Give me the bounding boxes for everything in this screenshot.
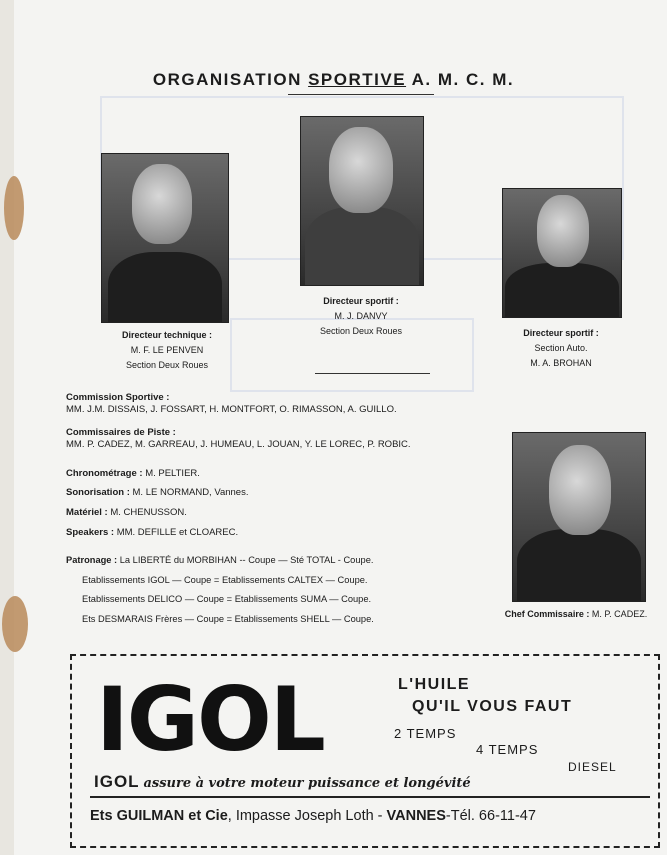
role-label: Chef Commissaire : [504, 609, 590, 619]
speakers: Speakers : MM. DEFILLE et CLOAREC. [66, 527, 239, 538]
person-name: M. F. LE PENVEN [130, 345, 204, 355]
caption-cadez [490, 607, 662, 622]
separator-rule [315, 373, 430, 374]
person-name: M. J. DANVY [334, 311, 388, 321]
caption-brohan [490, 326, 632, 371]
role-label: Directeur sportif : [523, 328, 599, 338]
rust-stain-top [4, 176, 24, 240]
caption-le-penven [96, 328, 238, 373]
igol-advertisement [70, 654, 660, 848]
commissaires-de-piste: Commissaires de Piste : MM. P. CADEZ, M. GARREAU, J. HUMEAU, L. JOUAN, Y. LE LOREC, P. ROBIC. [66, 427, 411, 450]
chronometrage: Chronométrage : M. PELTIER. [66, 468, 200, 479]
photo-cadez [512, 432, 646, 602]
binding-edge [0, 0, 14, 855]
photo-brohan [502, 188, 622, 318]
section-label: Section Auto. [534, 343, 588, 353]
ad-tagline: IGOL assure à votre moteur puissance et longévité [94, 772, 471, 791]
section-label: Section Deux Roues [125, 360, 209, 370]
ad-address: Ets GUILMAN et Cie, Impasse Joseph Loth - VANNES-Tél. 66-11-47 [90, 808, 536, 824]
caption-danvy [290, 294, 432, 339]
igol-logo: IGOL [96, 668, 324, 771]
ad-slogan: QU'IL VOUS FAUT [412, 698, 573, 715]
ad-rule [90, 796, 650, 798]
commission-sportive: Commission Sportive : MM. J.M. DISSAIS, J. FOSSART, H. MONTFORT, O. RIMASSON, A. GUILLO. [66, 392, 397, 415]
title-underline-rule [288, 94, 434, 95]
photo-le-penven [101, 153, 229, 323]
ad-slogan: L'HUILE [398, 676, 471, 693]
page-title: ORGANISATION SPORTIVE A. M. C. M. [152, 70, 515, 89]
photo-danvy [300, 116, 424, 286]
ad-diesel: DIESEL [568, 760, 617, 774]
rust-stain-bottom [2, 596, 28, 652]
ad-two-stroke: 2 TEMPS [394, 726, 457, 741]
materiel: Matériel : M. CHENUSSON. [66, 507, 187, 518]
person-name: M. A. BROHAN [530, 358, 592, 368]
sonorisation: Sonorisation : M. LE NORMAND, Vannes. [66, 487, 249, 498]
role-label: Directeur sportif : [323, 296, 399, 306]
person-name: M. P. CADEZ. [591, 609, 648, 619]
ad-four-stroke: 4 TEMPS [476, 742, 539, 757]
section-label: Section Deux Roues [319, 326, 403, 336]
role-label: Directeur technique : [121, 330, 213, 340]
patronage-list: Patronage : La LIBERTÉ du MORBIHAN -- Coupe — Sté TOTAL - Coupe. Etablissements IGOL — Coupe = Etablissements CALTEX — Coupe. Etablissements DELICO — Coupe = Etablissements SUMA — Coupe. Ets DESMARAIS Frères — Coupe = Etablissements SHELL — Coupe. [66, 555, 374, 624]
